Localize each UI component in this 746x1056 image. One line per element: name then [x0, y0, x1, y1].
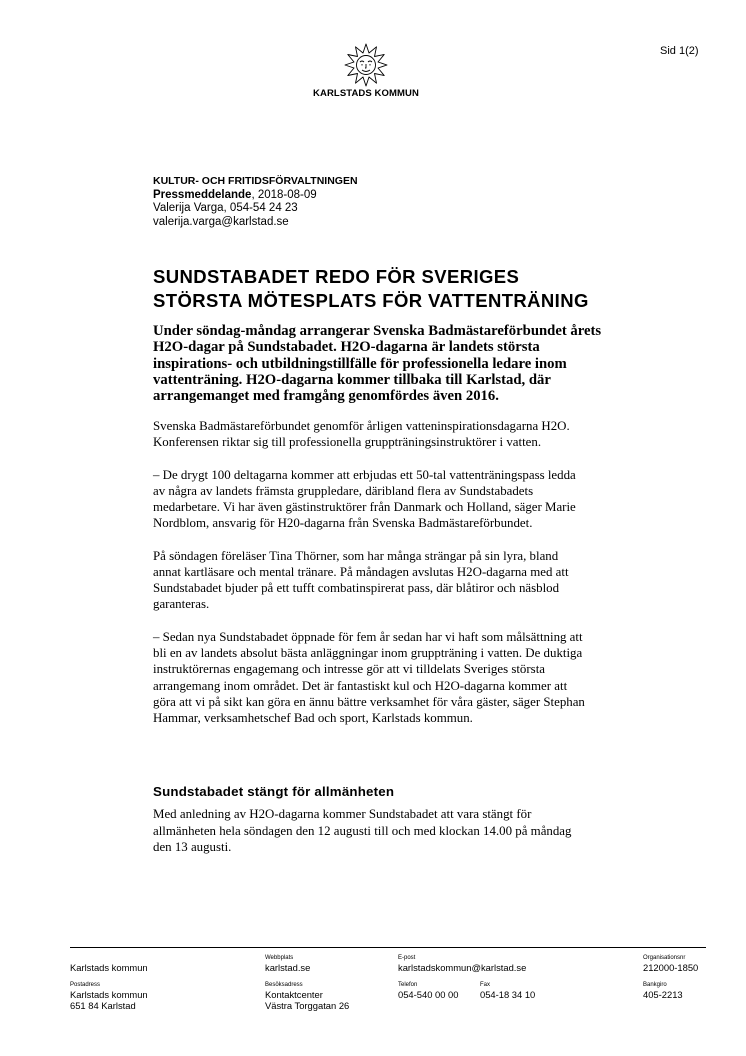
lead-line: vattenträning. H2O-dagarna kommer tillbaka till Karlstad, där	[153, 371, 551, 388]
body-text	[153, 418, 623, 742]
footer-orgnr: Organisationsnr 212000-1850	[643, 955, 699, 973]
footer-phone: Telefon 054-540 00 00	[398, 982, 459, 1000]
contact-name-phone: Valerija Varga, 054-54 24 23	[153, 202, 298, 214]
footer-web: Webbplats karlstad.se	[265, 955, 311, 973]
body-paragraph: – Sedan nya Sundstabadet öppnade för fem år sedan har vi haft som målsättning att bli en av landets absolut bästa anläggningar inom gruppträning i vatten. De duktiga instruktörernas engagemang och intresse gör att vi tilldelats Sveriges största arrangemang inom området. Det är fantastiskt kul och H2O-dagarna kommer att göra att vi på sikt kan göra en ännu bättre verksamhet för våra gäster, säger Stephan Hammar, verksamhetschef Bad och sport, Karlstads kommun.	[153, 629, 585, 725]
footer-web-link[interactable]: karlstad.se	[265, 962, 311, 973]
section-heading: Sundstabadet stängt för allmänheten	[153, 784, 395, 799]
footer-email-link[interactable]: karlstadskommun@karlstad.se	[398, 962, 527, 973]
doc-type: Pressmeddelande	[153, 188, 252, 201]
footer-bankgiro: Bankgiro 405-2213	[643, 982, 683, 1000]
footer-email: E-post karlstadskommun@karlstad.se	[398, 955, 527, 973]
body-paragraph: Svenska Badmästareförbundet genomför årligen vatteninspirationsdagarna H2O. Konferensen riktar sig till professionella gruppträningsinstruktörer i vatten.	[153, 419, 570, 450]
doc-type-line	[153, 189, 358, 203]
department: KULTUR- OCH FRITIDSFÖRVALTNINGEN	[153, 175, 358, 187]
sun-face-icon	[344, 43, 388, 87]
doc-date: , 2018-08-09	[251, 188, 317, 201]
lead-line: arrangemanget med framgång genomfördes även 2016.	[153, 388, 499, 405]
body-paragraph: – De drygt 100 deltagarna kommer att erbjudas ett 50-tal vattenträningspass ledda av några av landets främsta gruppledare, däribland flera av Sundstabadets medarbetare. Vi har även gästinstruktörer från Danmark och Holland, säger Marie Nordblom, ansvarig för H20-dagarna från Svenska Badmästareförbundet.	[153, 467, 576, 531]
closing-paragraph: Med anledning av H2O-dagarna kommer Sundstabadet att vara stängt för allmänheten hela söndagen den 12 augusti till och med klockan 14.00 på måndag den 13 augusti.	[153, 807, 572, 854]
footer-visit: Besöksadress Kontaktcenter Västra Torggatan 26	[265, 982, 350, 1011]
logo	[300, 43, 432, 99]
footer-org-name: Karlstads kommun	[70, 962, 148, 973]
footer-divider	[70, 947, 706, 948]
page-number: Sid 1(2)	[660, 45, 699, 57]
title-line: SUNDSTABADET REDO FÖR SVERIGES	[153, 266, 520, 287]
footer-fax: Fax 054-18 34 10	[480, 982, 536, 1000]
header-block	[153, 175, 358, 229]
lead-line: inspirations- och utbildningstillfälle för professionella ledare inom	[153, 355, 567, 372]
title-line: STÖRSTA MÖTESPLATS FÖR VATTENTRÄNING	[153, 290, 589, 311]
page-title	[153, 265, 589, 313]
lead-line: H2O-dagar på Sundstabadet. H2O-dagarna är landets största	[153, 339, 540, 356]
body-paragraph: På söndagen föreläser Tina Thörner, som har många strängar på sin lyra, bland annat kartläsare och mental tränare. På måndagen avslutas H2O-dagarna med att Sundstabadet bjuder på ett tufft combatinspirerat pass, där blåtiror och näsblod garanteras.	[153, 548, 569, 612]
lead-paragraph	[153, 323, 623, 404]
contact-email: valerija.varga@karlstad.se	[153, 215, 289, 228]
footer-postal: Postadress Karlstads kommun 651 84 Karlstad	[70, 982, 148, 1011]
logo-text: KARLSTADS KOMMUN	[313, 88, 419, 99]
lead-line: Under söndag-måndag arrangerar Svenska Badmästareförbundet årets	[153, 323, 602, 339]
